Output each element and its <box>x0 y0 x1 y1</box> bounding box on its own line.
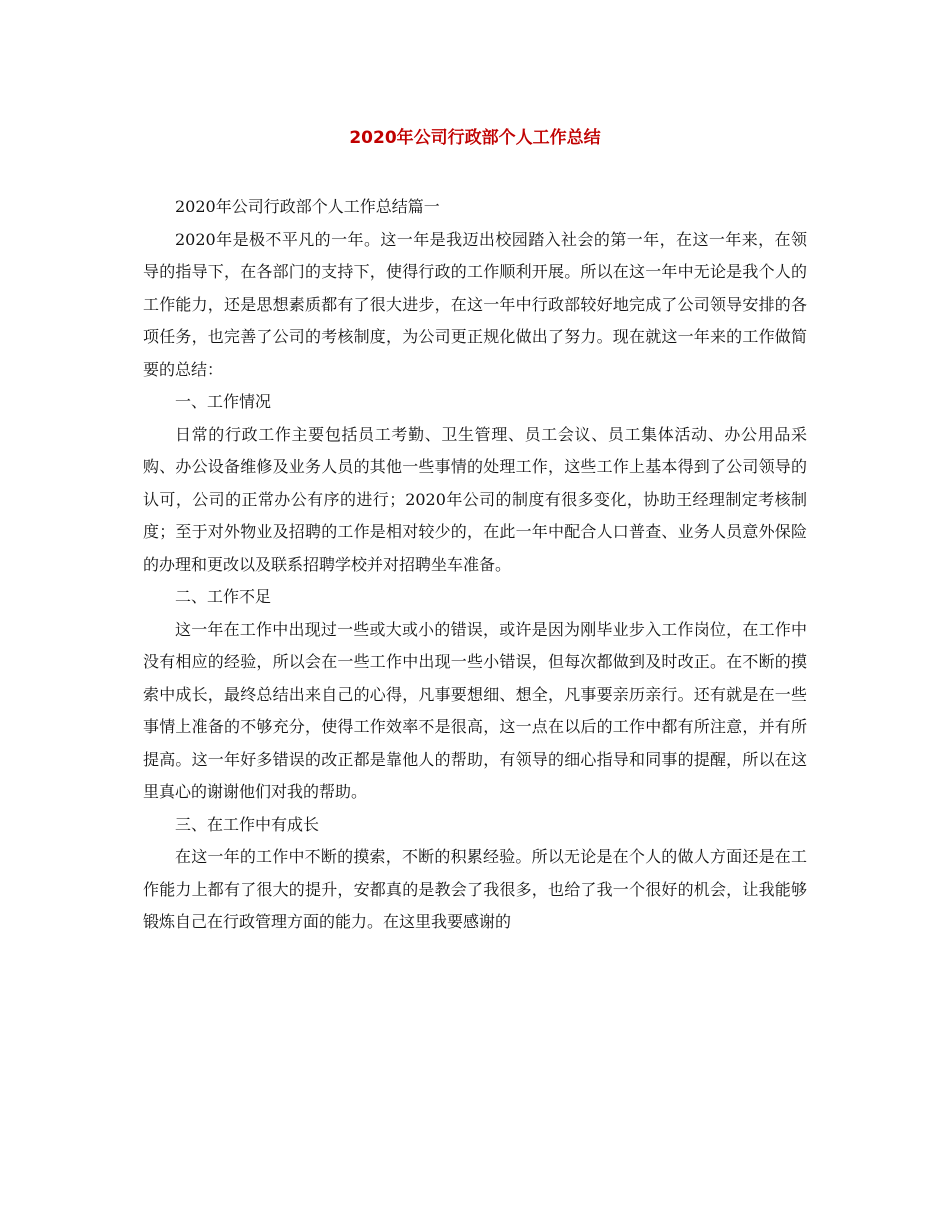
document-title: 2020年公司行政部个人工作总结 <box>349 128 601 148</box>
document-body <box>143 191 807 939</box>
section-heading-work-status: 一、工作情况 <box>175 392 272 411</box>
section-heading-shortcomings: 二、工作不足 <box>175 587 272 606</box>
paragraph-work-status: 日常的行政工作主要包括员工考勤、卫生管理、员工会议、员工集体活动、办公用品采购、办公设备维修及业务人员的其他一些事情的处理工作，这些工作上基本得到了公司领导的认可，公司的正常办公有序的进行；2020年公司的制度有很多变化，协助王经理制定考核制度；至于对外物业及招聘的工作是相对较少的，在此一年中配合人口普查、业务人员意外保险的办理和更改以及联系招聘学校并对招聘坐车准备。 <box>143 424 807 574</box>
section-heading-growth: 三、在工作中有成长 <box>175 814 320 834</box>
paragraph-intro: 2020年是极不平凡的一年。这一年是我迈出校园踏入社会的第一年，在这一年来，在领导的指导下，在各部门的支持下，使得行政的工作顺利开展。所以在这一年中无论是我个人的工作能力，还是思想素质都有了很大进步，在这一年中行政部较好地完成了公司领导安排的各项任务，也完善了公司的考核制度，为公司更正规化做出了努力。现在就这一年来的工作做简要的总结： <box>143 229 807 379</box>
paragraph-shortcomings: 这一年在工作中出现过一些或大或小的错误，或许是因为刚毕业步入工作岗位，在工作中没有相应的经验，所以会在一些工作中出现一些小错误，但每次都做到及时改正。在不断的摸索中成长，最终总结出来自己的心得，凡事要想细、想全，凡事要亲历亲行。还有就是在一些事情上准备的不够充分，使得工作效率不是很高，这一点在以后的工作中都有所注意，并有所提高。这一年好多错误的改正都是靠他人的帮助，有领导的细心指导和同事的提醒，所以在这里真心的谢谢他们对我的帮助。 <box>143 619 807 801</box>
section-heading-part-one: 2020年公司行政部个人工作总结篇一 <box>175 197 440 216</box>
paragraph-growth: 在这一年的工作中不断的摸索，不断的积累经验。所以无论是在个人的做人方面还是在工作能力上都有了很大的提升，安都真的是教会了我很多，也给了我一个很好的机会，让我能够锻炼自己在行政管理方面的能力。在这里我要感谢的 <box>143 847 807 931</box>
